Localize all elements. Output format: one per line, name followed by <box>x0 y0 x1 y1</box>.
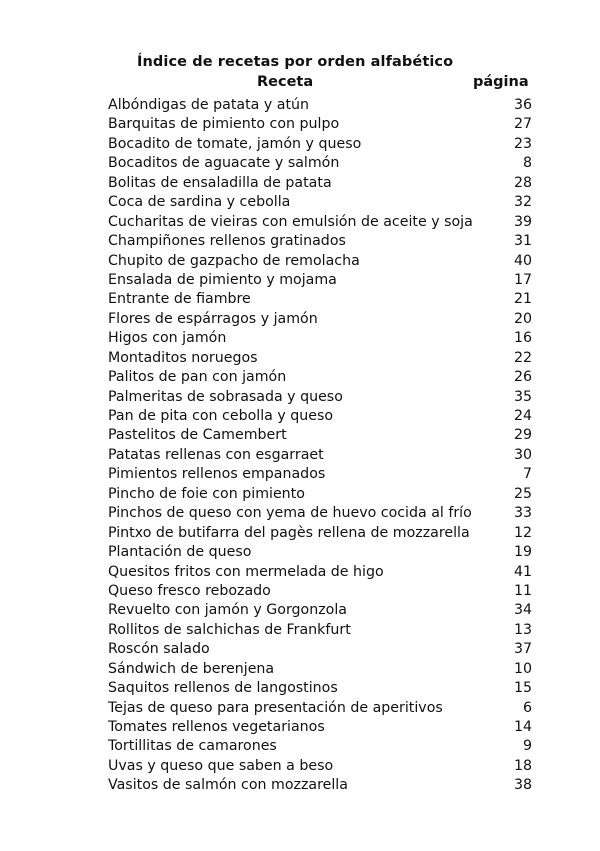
list-item <box>108 757 532 776</box>
list-item <box>108 563 532 582</box>
recipe-page-number: 34 <box>513 602 532 619</box>
recipe-name: Champiñones rellenos gratinados <box>108 233 346 250</box>
recipe-page-number: 22 <box>513 349 532 366</box>
recipe-name: Palitos de pan con jamón <box>108 369 287 386</box>
list-item <box>108 465 532 484</box>
recipe-name: Saquitos rellenos de langostinos <box>108 680 338 697</box>
recipe-page-number: 39 <box>513 213 532 230</box>
recipe-page-number: 21 <box>513 291 532 308</box>
recipe-name: Bocadito de tomate, jamón y queso <box>108 135 362 152</box>
list-item <box>108 96 532 115</box>
list-item <box>108 582 532 601</box>
recipe-name: Entrante de fiambre <box>108 291 251 308</box>
recipe-name: Cucharitas de vieiras con emulsión de aceite y soja <box>108 213 473 230</box>
list-item <box>108 115 532 134</box>
recipe-page-number: 41 <box>513 563 532 580</box>
recipe-name: Vasitos de salmón con mozzarella <box>108 777 348 794</box>
list-item <box>108 349 532 368</box>
recipe-page-number: 28 <box>513 174 532 191</box>
recipe-name: Ensalada de pimiento y mojama <box>108 271 337 288</box>
list-item <box>108 193 532 212</box>
recipe-name: Bolitas de ensaladilla de patata <box>108 174 332 191</box>
list-item <box>108 310 532 329</box>
recipe-page-number: 32 <box>513 194 532 211</box>
recipe-page-number: 13 <box>513 621 532 638</box>
recipe-page-number: 16 <box>513 330 532 347</box>
list-item <box>108 699 532 718</box>
recipe-page-number: 10 <box>513 660 532 677</box>
recipe-name: Flores de espárragos y jamón <box>108 310 318 327</box>
recipe-name: Pincho de foie con pimiento <box>108 485 305 502</box>
recipe-name: Coca de sardina y cebolla <box>108 194 291 211</box>
list-item <box>108 601 532 620</box>
recipe-page-number: 17 <box>513 271 532 288</box>
column-header-page: página <box>473 74 529 90</box>
recipe-page-number: 26 <box>513 369 532 386</box>
recipe-name: Bocaditos de aguacate y salmón <box>108 155 340 172</box>
list-item <box>108 174 532 193</box>
list-item <box>108 252 532 271</box>
recipe-page-number: 19 <box>513 544 532 561</box>
list-item <box>108 154 532 173</box>
list-item <box>108 446 532 465</box>
recipe-page-number: 40 <box>513 252 532 269</box>
recipe-name: Tomates rellenos vegetarianos <box>108 719 325 735</box>
recipe-page-number: 30 <box>513 446 532 463</box>
recipe-name: Pimientos rellenos empanados <box>108 466 326 483</box>
list-item <box>108 290 532 309</box>
recipe-name: Barquitas de pimiento con pulpo <box>108 116 340 133</box>
recipe-index-list <box>108 96 532 796</box>
recipe-page-number: 8 <box>522 155 532 172</box>
recipe-name: Revuelto con jamón y Gorgonzola <box>108 602 347 619</box>
recipe-page-number: 27 <box>513 116 532 133</box>
list-item <box>108 718 532 737</box>
recipe-page-number: 24 <box>513 408 532 424</box>
recipe-page-number: 36 <box>513 97 532 113</box>
recipe-page-number: 25 <box>513 485 532 502</box>
list-item <box>108 543 532 562</box>
list-item <box>108 621 532 640</box>
page-title: Índice de recetas por orden alfabético <box>137 54 454 70</box>
recipe-page-number: 14 <box>513 719 532 735</box>
recipe-name: Sándwich de berenjena <box>108 660 275 677</box>
recipe-name: Pintxo de butifarra del pagès rellena de mozzarella <box>108 524 470 541</box>
recipe-name: Higos con jamón <box>108 330 227 347</box>
list-item <box>108 485 532 504</box>
list-item <box>108 660 532 679</box>
list-item <box>108 368 532 387</box>
recipe-name: Pastelitos de Camembert <box>108 427 287 444</box>
recipe-name: Queso fresco rebozado <box>108 582 271 599</box>
recipe-name: Patatas rellenas con esgarraet <box>108 446 324 463</box>
recipe-page-number: 38 <box>513 777 532 794</box>
list-item <box>108 776 532 795</box>
recipe-page-number: 12 <box>513 524 532 541</box>
recipe-name: Tortillitas de camarones <box>108 738 277 755</box>
recipe-page-number: 15 <box>513 680 532 697</box>
recipe-name: Plantación de queso <box>108 544 252 561</box>
recipe-page-number: 31 <box>513 233 532 250</box>
list-item <box>108 271 532 290</box>
recipe-name: Quesitos fritos con mermelada de higo <box>108 563 384 580</box>
recipe-name: Albóndigas de patata y atún <box>108 97 309 113</box>
recipe-name: Roscón salado <box>108 641 210 658</box>
recipe-page-number: 20 <box>513 310 532 327</box>
list-item <box>108 524 532 543</box>
recipe-page-number: 11 <box>513 582 532 599</box>
recipe-page-number: 29 <box>513 427 532 444</box>
list-item <box>108 504 532 523</box>
recipe-name: Palmeritas de sobrasada y queso <box>108 388 343 405</box>
list-item <box>108 426 532 445</box>
recipe-name: Pinchos de queso con yema de huevo cocida al frío <box>108 505 472 522</box>
recipe-page-number: 37 <box>513 641 532 658</box>
recipe-page-number: 7 <box>522 466 532 483</box>
list-item <box>108 232 532 251</box>
list-item <box>108 407 532 426</box>
list-item <box>108 679 532 698</box>
recipe-name: Uvas y queso que saben a beso <box>108 757 334 774</box>
recipe-page-number: 23 <box>513 135 532 152</box>
recipe-page-number: 18 <box>513 757 532 774</box>
recipe-page-number: 33 <box>513 505 532 522</box>
list-item <box>108 388 532 407</box>
list-item <box>108 737 532 756</box>
list-item <box>108 135 532 154</box>
recipe-name: Chupito de gazpacho de remolacha <box>108 252 360 269</box>
list-item <box>108 329 532 348</box>
recipe-page-number: 9 <box>522 738 532 755</box>
recipe-page-number: 35 <box>513 388 532 405</box>
recipe-name: Tejas de queso para presentación de aperitivos <box>108 699 443 716</box>
column-header-recipe: Receta <box>257 74 314 90</box>
list-item <box>108 640 532 659</box>
recipe-name: Montaditos noruegos <box>108 349 258 366</box>
recipe-name: Pan de pita con cebolla y queso <box>108 408 334 424</box>
list-item <box>108 213 532 232</box>
recipe-page-number: 6 <box>522 699 532 716</box>
recipe-name: Rollitos de salchichas de Frankfurt <box>108 621 351 638</box>
